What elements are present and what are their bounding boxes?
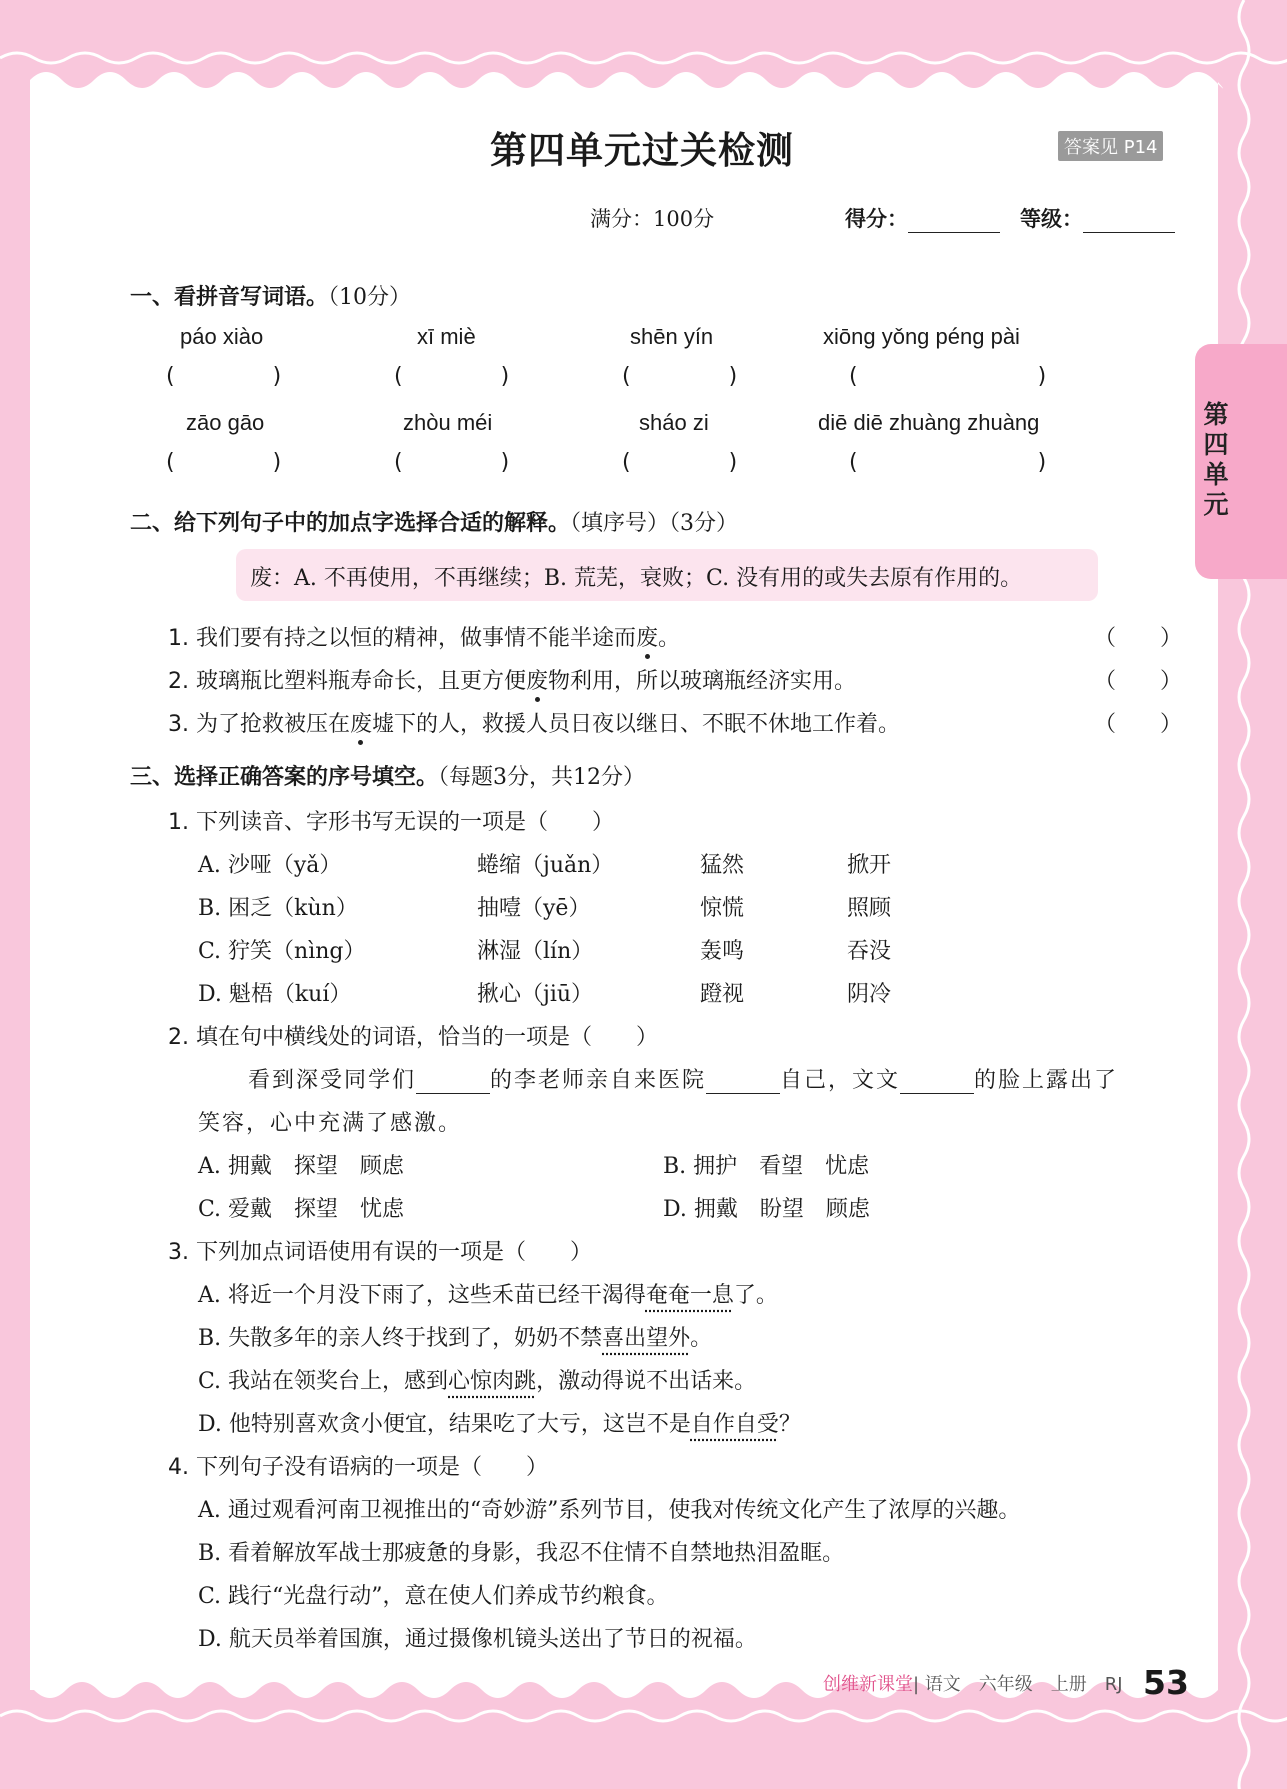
q1-option-b-2: 抽噎（yē）	[477, 896, 591, 921]
section2-heading: 二、给下列句子中的加点字选择合适的解释。（填序号）（3分）	[130, 511, 739, 536]
pinyin-3: shēn yín	[630, 324, 714, 349]
dotted-phrase: 喜出望外	[602, 1326, 691, 1351]
s2-answer-paren-1[interactable]: （ ）	[1094, 626, 1183, 651]
q4-option-a: A. 通过观看河南卫视推出的“奇妙游”系列节目，使我对传统文化产生了浓厚的兴趣。	[198, 1498, 1021, 1523]
s2-item-1: 1. 我们要有持之以恒的精神，做事情不能半途而废。	[168, 621, 680, 652]
q2-option-a: A. 拥戴 探望 顾虑	[198, 1154, 404, 1179]
dotted-phrase: 自作自受	[690, 1412, 779, 1437]
q4-option-d: D. 航天员举着国旗，通过摄像机镜头送出了节日的祝福。	[198, 1627, 757, 1652]
q1-option-a-4: 掀开	[847, 853, 892, 878]
pinyin-2: xī miè	[417, 324, 476, 349]
answer-blank-6[interactable]: ( )	[394, 450, 510, 475]
q1-option-c-3: 轰鸣	[700, 939, 745, 964]
q1-option-b-1: B. 困乏（kùn）	[198, 896, 358, 921]
answer-blank-8[interactable]: ( )	[849, 450, 1047, 475]
q2-option-c: C. 爱戴 探望 忧虑	[198, 1197, 405, 1222]
section1-heading: 一、看拼音写词语。（10分）	[130, 285, 412, 310]
pinyin-7: sháo zi	[639, 410, 709, 435]
q2-blank-3[interactable]	[900, 1073, 974, 1094]
q3-stem: 3. 下列加点词语使用有误的一项是（ ）	[168, 1240, 592, 1265]
q3-option-b: B. 失散多年的亲人终于找到了，奶奶不禁喜出望外。	[198, 1326, 713, 1351]
q1-option-d-4: 阴冷	[847, 982, 892, 1007]
answer-blank-3[interactable]: ( )	[622, 364, 738, 389]
score-blank[interactable]	[908, 210, 1000, 233]
pinyin-8: diē diē zhuàng zhuàng	[818, 410, 1040, 435]
q4-option-b: B. 看着解放军战士那疲惫的身影，我忍不住情不自禁地热泪盈眶。	[198, 1541, 845, 1566]
q2-blank-1[interactable]	[416, 1073, 490, 1094]
dotted-char: 废	[350, 707, 372, 738]
dotted-char: 废	[526, 664, 548, 695]
answer-blank-7[interactable]: ( )	[622, 450, 738, 475]
q2-stem: 2. 填在句中横线处的词语，恰当的一项是（ ）	[168, 1025, 658, 1050]
score-label: 得分：	[845, 207, 908, 231]
q2-option-b: B. 拥护 看望 忧虑	[663, 1154, 870, 1179]
dotted-phrase: 心惊肉跳	[448, 1369, 537, 1394]
s2-answer-paren-2[interactable]: （ ）	[1094, 669, 1183, 694]
footer-brand: 创维新课堂	[823, 1674, 913, 1695]
q1-option-b-4: 照顾	[847, 896, 892, 921]
answer-reference-badge: 答案见 P14	[1058, 131, 1163, 161]
q3-option-c: C. 我站在领奖台上，感到心惊肉跳，激动得说不出话来。	[198, 1369, 757, 1394]
q3-option-d: D. 他特别喜欢贪小便宜，结果吃了大亏，这岂不是自作自受？	[198, 1412, 801, 1437]
s2-item-2: 2. 玻璃瓶比塑料瓶寿命长，且更方便废物利用，所以玻璃瓶经济实用。	[168, 664, 856, 695]
q1-option-d-1: D. 魁梧（kuí）	[198, 982, 352, 1007]
q1-stem: 1. 下列读音、字形书写无误的一项是（ ）	[168, 810, 614, 835]
page-title: 第四单元过关检测	[490, 129, 794, 172]
q1-option-b-3: 惊慌	[700, 896, 745, 921]
pinyin-5: zāo gāo	[186, 410, 265, 435]
q2-option-d: D. 拥戴 盼望 顾虑	[663, 1197, 870, 1222]
q1-option-c-2: 淋湿（lín）	[477, 939, 594, 964]
q2-sentence-line2: 笑容，心中充满了感激。	[198, 1111, 463, 1136]
pinyin-4: xiōng yǒng péng pài	[823, 324, 1020, 349]
q1-option-c-1: C. 狞笑（nìng）	[198, 939, 366, 964]
grade-label: 等级：	[1020, 207, 1083, 231]
q3-option-a: A. 将近一个月没下雨了，这些禾苗已经干渴得奄奄一息了。	[198, 1283, 778, 1308]
page-number: 53	[1143, 1663, 1189, 1702]
q2-blank-2[interactable]	[706, 1073, 780, 1094]
score-field[interactable]	[845, 203, 1000, 233]
q1-option-d-3: 蹬视	[700, 982, 745, 1007]
s2-item-3: 3. 为了抢救被压在废墟下的人，救援人员日夜以继日、不眠不休地工作着。	[168, 707, 900, 738]
pinyin-6: zhòu méi	[403, 410, 493, 435]
dotted-char: 废	[636, 621, 658, 652]
definition-text: 废：A. 不再使用，不再继续；B. 荒芜，衰败；C. 没有用的或失去原有作用的。	[250, 566, 1023, 591]
section3-heading: 三、选择正确答案的序号填空。（每题3分，共12分）	[130, 765, 646, 790]
answer-blank-4[interactable]: ( )	[849, 364, 1047, 389]
answer-blank-1[interactable]: ( )	[166, 364, 282, 389]
pinyin-1: páo xiào	[180, 324, 264, 349]
s2-answer-paren-3[interactable]: （ ）	[1094, 712, 1183, 737]
unit-side-tab-label: 第四单元	[1203, 400, 1229, 519]
grade-field[interactable]	[1020, 203, 1175, 233]
grade-blank[interactable]	[1083, 210, 1175, 233]
q1-option-a-1: A. 沙哑（yǎ）	[198, 853, 342, 878]
answer-blank-5[interactable]: ( )	[166, 450, 282, 475]
q4-stem: 4. 下列句子没有语病的一项是（ ）	[168, 1455, 548, 1480]
q1-option-c-4: 吞没	[847, 939, 892, 964]
dotted-phrase: 奄奄一息	[645, 1283, 734, 1308]
footer-info: 创维新课堂| 语文 六年级 上册 RJ	[823, 1674, 1123, 1695]
q4-option-c: C. 践行“光盘行动”，意在使人们养成节约粮食。	[198, 1584, 669, 1609]
q2-sentence-line1: 看到深受同学们 的李老师亲自来医院 自己，文文 的脸上露出了	[248, 1068, 1119, 1093]
q1-option-a-3: 猛然	[700, 853, 745, 878]
q1-option-a-2: 蜷缩（juǎn）	[477, 853, 614, 878]
full-score: 满分：100分	[590, 207, 715, 231]
answer-blank-2[interactable]: ( )	[394, 364, 510, 389]
q1-option-d-2: 揪心（jiū）	[477, 982, 594, 1007]
